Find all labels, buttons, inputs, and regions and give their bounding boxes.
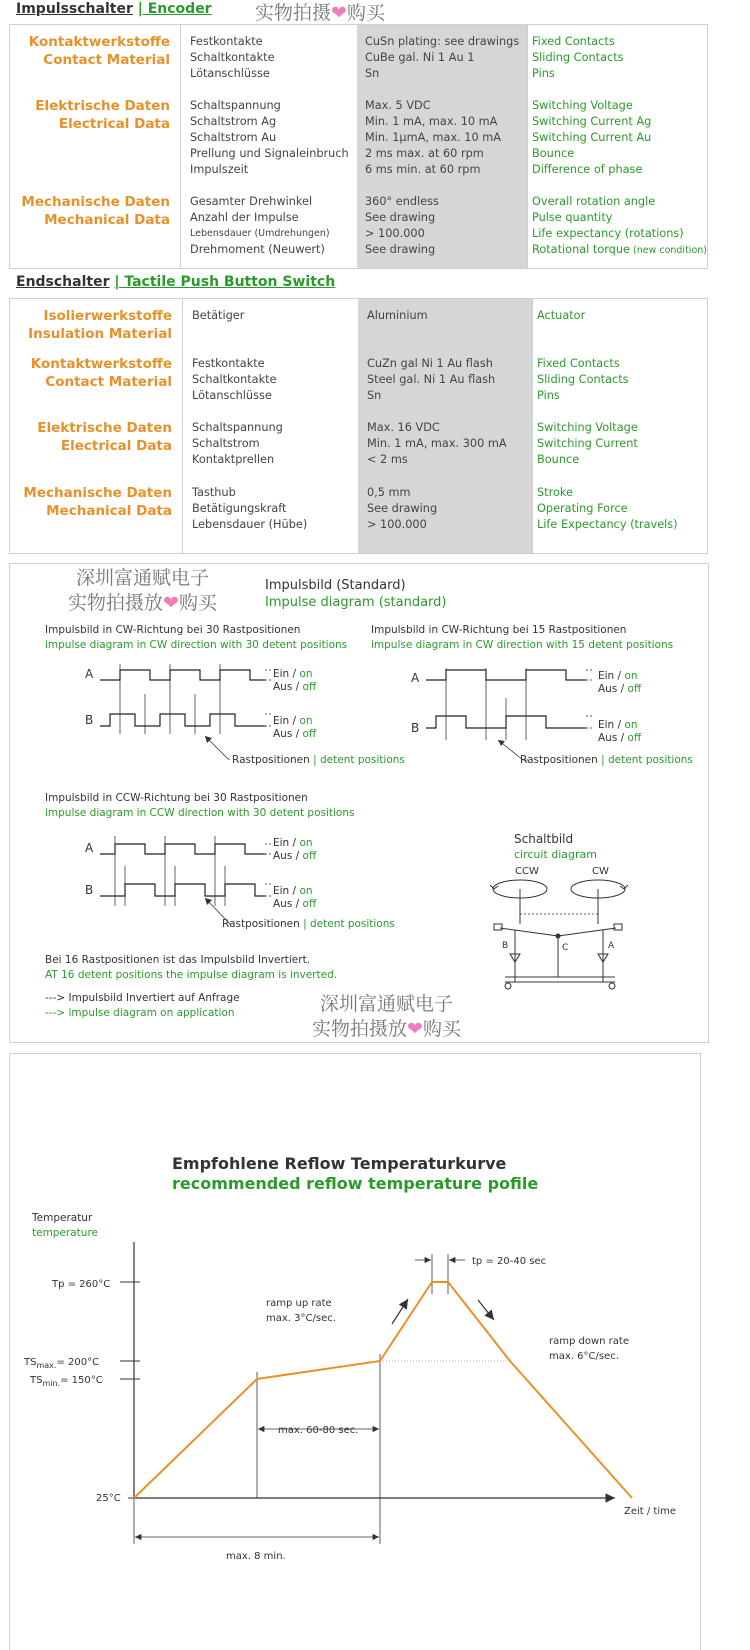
ccw30-b-aus: Aus / off [273, 898, 317, 910]
cell-val: 2 ms max. at 60 rpm [365, 147, 484, 160]
ccw30-a-ein: Ein / on [273, 837, 313, 849]
cell-de: Schaltstrom Au [190, 131, 277, 144]
circuit-title-en: circuit diagram [514, 848, 598, 861]
cell-val: 360° endless [365, 195, 439, 208]
cell-en: Bounce [537, 453, 580, 466]
cell-de: Schaltstrom [192, 437, 260, 450]
cell-de: Festkontakte [190, 35, 263, 48]
switch-title-en: | Tactile Push Button Switch [114, 274, 336, 290]
label-tp: Tp = 260°C [52, 1279, 111, 1290]
cw30-b-aus: Aus / off [273, 728, 317, 740]
ramp-down-arrow [478, 1300, 494, 1320]
cell-val: See drawing [365, 243, 436, 256]
cw15-caption-en: impulse diagram in CW direction with 15 detent positions [371, 639, 674, 651]
cell-en: Switching Current Ag [532, 115, 652, 128]
reflow-title-en: recommended reflow temperature pofile [172, 1174, 539, 1193]
cell-val: 0,5 mm [367, 486, 411, 499]
cell-de: Anzahl der Impulse [190, 211, 299, 224]
ramp-up-label-1: ramp up rate [266, 1298, 332, 1309]
reflow-ylabel-en: temperature [32, 1227, 98, 1239]
cell-en: Fixed Contacts [532, 35, 615, 48]
cw15-b-aus: Aus / off [598, 732, 642, 744]
cell-val: See drawing [367, 502, 438, 515]
group-heading: Isolierwerkstoffe Insulation Material [28, 308, 172, 342]
cw30-a-aus: Aus / off [273, 681, 317, 693]
cell-de: Betätiger [192, 309, 245, 322]
cell-val: Max. 5 VDC [365, 99, 431, 112]
watermark-impulse-bottom: 深圳富通赋电子 实物拍摄放❤购买 [312, 993, 461, 1040]
label-25c: 25°C [96, 1493, 121, 1504]
cell-en: Difference of phase [532, 163, 643, 176]
cell-de: Betätigungskraft [192, 502, 287, 515]
circuit-ccw-label: CCW [515, 866, 539, 877]
cell-val: CuBe gal. Ni 1 Au 1 [365, 51, 475, 64]
encoder-title-de: Impulsschalter [16, 1, 133, 17]
label-tsmin: $TS_{min.}= 150^\circ C$ [30, 1375, 103, 1388]
cw15-a-ein: Ein / on [598, 670, 638, 682]
cell-en: Operating Force [537, 502, 628, 515]
encoder-title-en: | Encoder [137, 1, 212, 17]
circuit-pin-a: A [608, 941, 615, 951]
ccw30-channel-b-label: B [85, 883, 94, 897]
reflow-chart [10, 1054, 700, 1649]
cw30-a-ein: Ein / on [273, 668, 313, 680]
cell-val: Aluminium [367, 309, 428, 322]
cell-en: Fixed Contacts [537, 357, 620, 370]
soak-label: max. 60-80 sec. [278, 1425, 359, 1436]
cell-en: Bounce [532, 147, 575, 160]
ccw30-caption-en: impulse diagram in CCW direction with 30 detent positions [45, 807, 355, 819]
note-16-en: AT 16 detent positions the impulse diagram is inverted. [45, 969, 338, 981]
cell-en: Life expectancy (rotations) [532, 227, 684, 240]
group-heading: Elektrische Daten Electrical Data [35, 98, 170, 132]
cell-de: Impulszeit [190, 163, 249, 176]
cell-en: Actuator [537, 309, 586, 322]
ccw30-b-ein: Ein / on [273, 885, 313, 897]
impulse-title-en: Impulse diagram (standard) [265, 595, 447, 610]
cell-val: > 100.000 [367, 518, 427, 531]
cell-val: Min. 1µmA, max. 10 mA [365, 131, 502, 144]
cell-en: Switching Voltage [532, 99, 633, 112]
note-request-de: ---> Impulsbild Invertiert auf Anfrage [45, 992, 240, 1004]
cell-de: Lebensdauer (Hübe) [192, 518, 308, 531]
switch-section-title [16, 274, 335, 290]
cw15-caption-de: Impulsbild in CW-Richtung bei 15 Rastpositionen [371, 624, 627, 636]
switch-title-de: Endschalter [16, 274, 110, 290]
group-heading: Mechanische Daten Mechanical Data [21, 194, 170, 228]
x-axis-label: Zeit / time [624, 1506, 677, 1517]
cell-val: 6 ms min. at 60 rpm [365, 163, 481, 176]
group-heading: Mechanische Daten Mechanical Data [23, 485, 172, 519]
cell-de: Lötanschlüsse [190, 67, 270, 80]
label-tsmax: $TS_{max.}= 200^\circ C$ [24, 1357, 100, 1370]
cell-val: CuSn plating: see drawings [365, 35, 520, 48]
cell-val: Steel gal. Ni 1 Au flash [367, 373, 496, 386]
ccw30-channel-a-label: A [85, 841, 94, 855]
group-heading: Elektrische Daten Electrical Data [37, 420, 172, 454]
cell-de: Festkontakte [192, 357, 265, 370]
cell-de: Drehmoment (Neuwert) [190, 243, 325, 256]
cell-en: Pins [537, 389, 560, 402]
cell-de: Lebensdauer (Umdrehungen) [190, 228, 330, 239]
cell-en: Rotational torque (new condition) [532, 243, 707, 256]
cw30-caption-de: Impulsbild in CW-Richtung bei 30 Rastpositionen [45, 624, 301, 636]
circuit-pin-c: C [562, 943, 569, 953]
encoder-spec-table [9, 24, 708, 269]
cell-de: Prellung und Signaleinbruch [190, 147, 349, 160]
group-heading: Kontaktwerkstoffe Contact Material [28, 34, 170, 68]
watermark-top: 实物拍摄❤购买 [255, 2, 385, 24]
cell-val: CuZn gal Ni 1 Au flash [367, 357, 493, 370]
cw30-b-ein: Ein / on [273, 715, 313, 727]
cell-de: Lötanschlüsse [192, 389, 272, 402]
cw15-channel-b-label: B [411, 721, 420, 735]
note-request-en: ---> impulse diagram on application [45, 1007, 235, 1019]
ramp-down-label-2: max. 6°C/sec. [549, 1351, 619, 1362]
circuit-pin-b: B [502, 941, 509, 951]
cell-en: Overall rotation angle [532, 195, 656, 208]
cell-de: Tasthub [192, 486, 236, 499]
cw30-channel-b-label: B [85, 713, 94, 727]
encoder-section-title [16, 1, 212, 17]
cell-val: > 100.000 [365, 227, 425, 240]
note-16-de: Bei 16 Rastpositionen ist das Impulsbild Invertiert. [45, 954, 311, 966]
circuit-title-de: Schaltbild [514, 832, 574, 846]
cell-en: Pins [532, 67, 555, 80]
cell-en: Life Expectancy (travels) [537, 518, 678, 531]
cell-en: Sliding Contacts [537, 373, 629, 386]
cw15-channel-a-label: A [411, 671, 420, 685]
reflow-profile-line [134, 1282, 632, 1498]
cell-en: Switching Current [537, 437, 638, 450]
cell-de: Schaltspannung [190, 99, 281, 112]
cell-val: See drawing [365, 211, 436, 224]
impulse-title-de: Impulsbild (Standard) [265, 578, 406, 593]
cw30-detent-label: Rastpositionen | detent positions [232, 754, 405, 766]
total-time-label: max. 8 min. [226, 1551, 286, 1562]
cell-de: Schaltkontakte [190, 51, 275, 64]
group-heading: Kontaktwerkstoffe Contact Material [30, 356, 172, 390]
circuit-diagram [480, 862, 650, 997]
cell-val: < 2 ms [367, 453, 408, 466]
cell-en: Sliding Contacts [532, 51, 624, 64]
cell-val: Min. 1 mA, max. 300 mA [367, 437, 507, 450]
cw15-detent-label: Rastpositionen | detent positions [520, 754, 693, 766]
cell-en: Pulse quantity [532, 211, 613, 224]
ramp-up-label-2: max. 3°C/sec. [266, 1313, 336, 1324]
ccw30-a-aus: Aus / off [273, 850, 317, 862]
ccw30-detent-label: Rastpositionen | detent positions [222, 918, 395, 930]
cw30-channel-a-label: A [85, 667, 94, 681]
impulse-diagram-panel [9, 563, 709, 1043]
tp-time-label: tp = 20-40 sec [472, 1256, 547, 1267]
cell-en: Switching Current Au [532, 131, 652, 144]
reflow-panel [9, 1053, 701, 1650]
ccw30-caption-de: Impulsbild in CCW-Richtung bei 30 Rastpositionen [45, 792, 308, 804]
ramp-down-label-1: ramp down rate [549, 1336, 629, 1347]
cell-val: Min. 1 mA, max. 10 mA [365, 115, 498, 128]
cell-en: Stroke [537, 486, 573, 499]
cell-de: Kontaktprellen [192, 453, 275, 466]
reflow-title-de: Empfohlene Reflow Temperaturkurve [172, 1154, 507, 1173]
circuit-cw-label: CW [592, 866, 609, 877]
cw15-a-aus: Aus / off [598, 683, 642, 695]
cell-de: Schaltkontakte [192, 373, 277, 386]
cell-de: Schaltstrom Ag [190, 115, 277, 128]
reflow-ylabel-de: Temperatur [32, 1212, 93, 1224]
cell-de: Gesamter Drehwinkel [190, 195, 313, 208]
watermark-impulse-top: 深圳富通赋电子 实物拍摄放❤购买 [68, 567, 217, 614]
cell-val: Sn [365, 67, 380, 80]
cell-en: Switching Voltage [537, 421, 638, 434]
ramp-up-arrow [392, 1299, 408, 1324]
cw15-b-ein: Ein / on [598, 719, 638, 731]
cw30-caption-en: impulse diagram in CW direction with 30 detent positions [45, 639, 348, 651]
cell-de: Schaltspannung [192, 421, 283, 434]
switch-spec-table [9, 298, 708, 554]
cell-val: Sn [367, 389, 382, 402]
cell-val: Max. 16 VDC [367, 421, 440, 434]
